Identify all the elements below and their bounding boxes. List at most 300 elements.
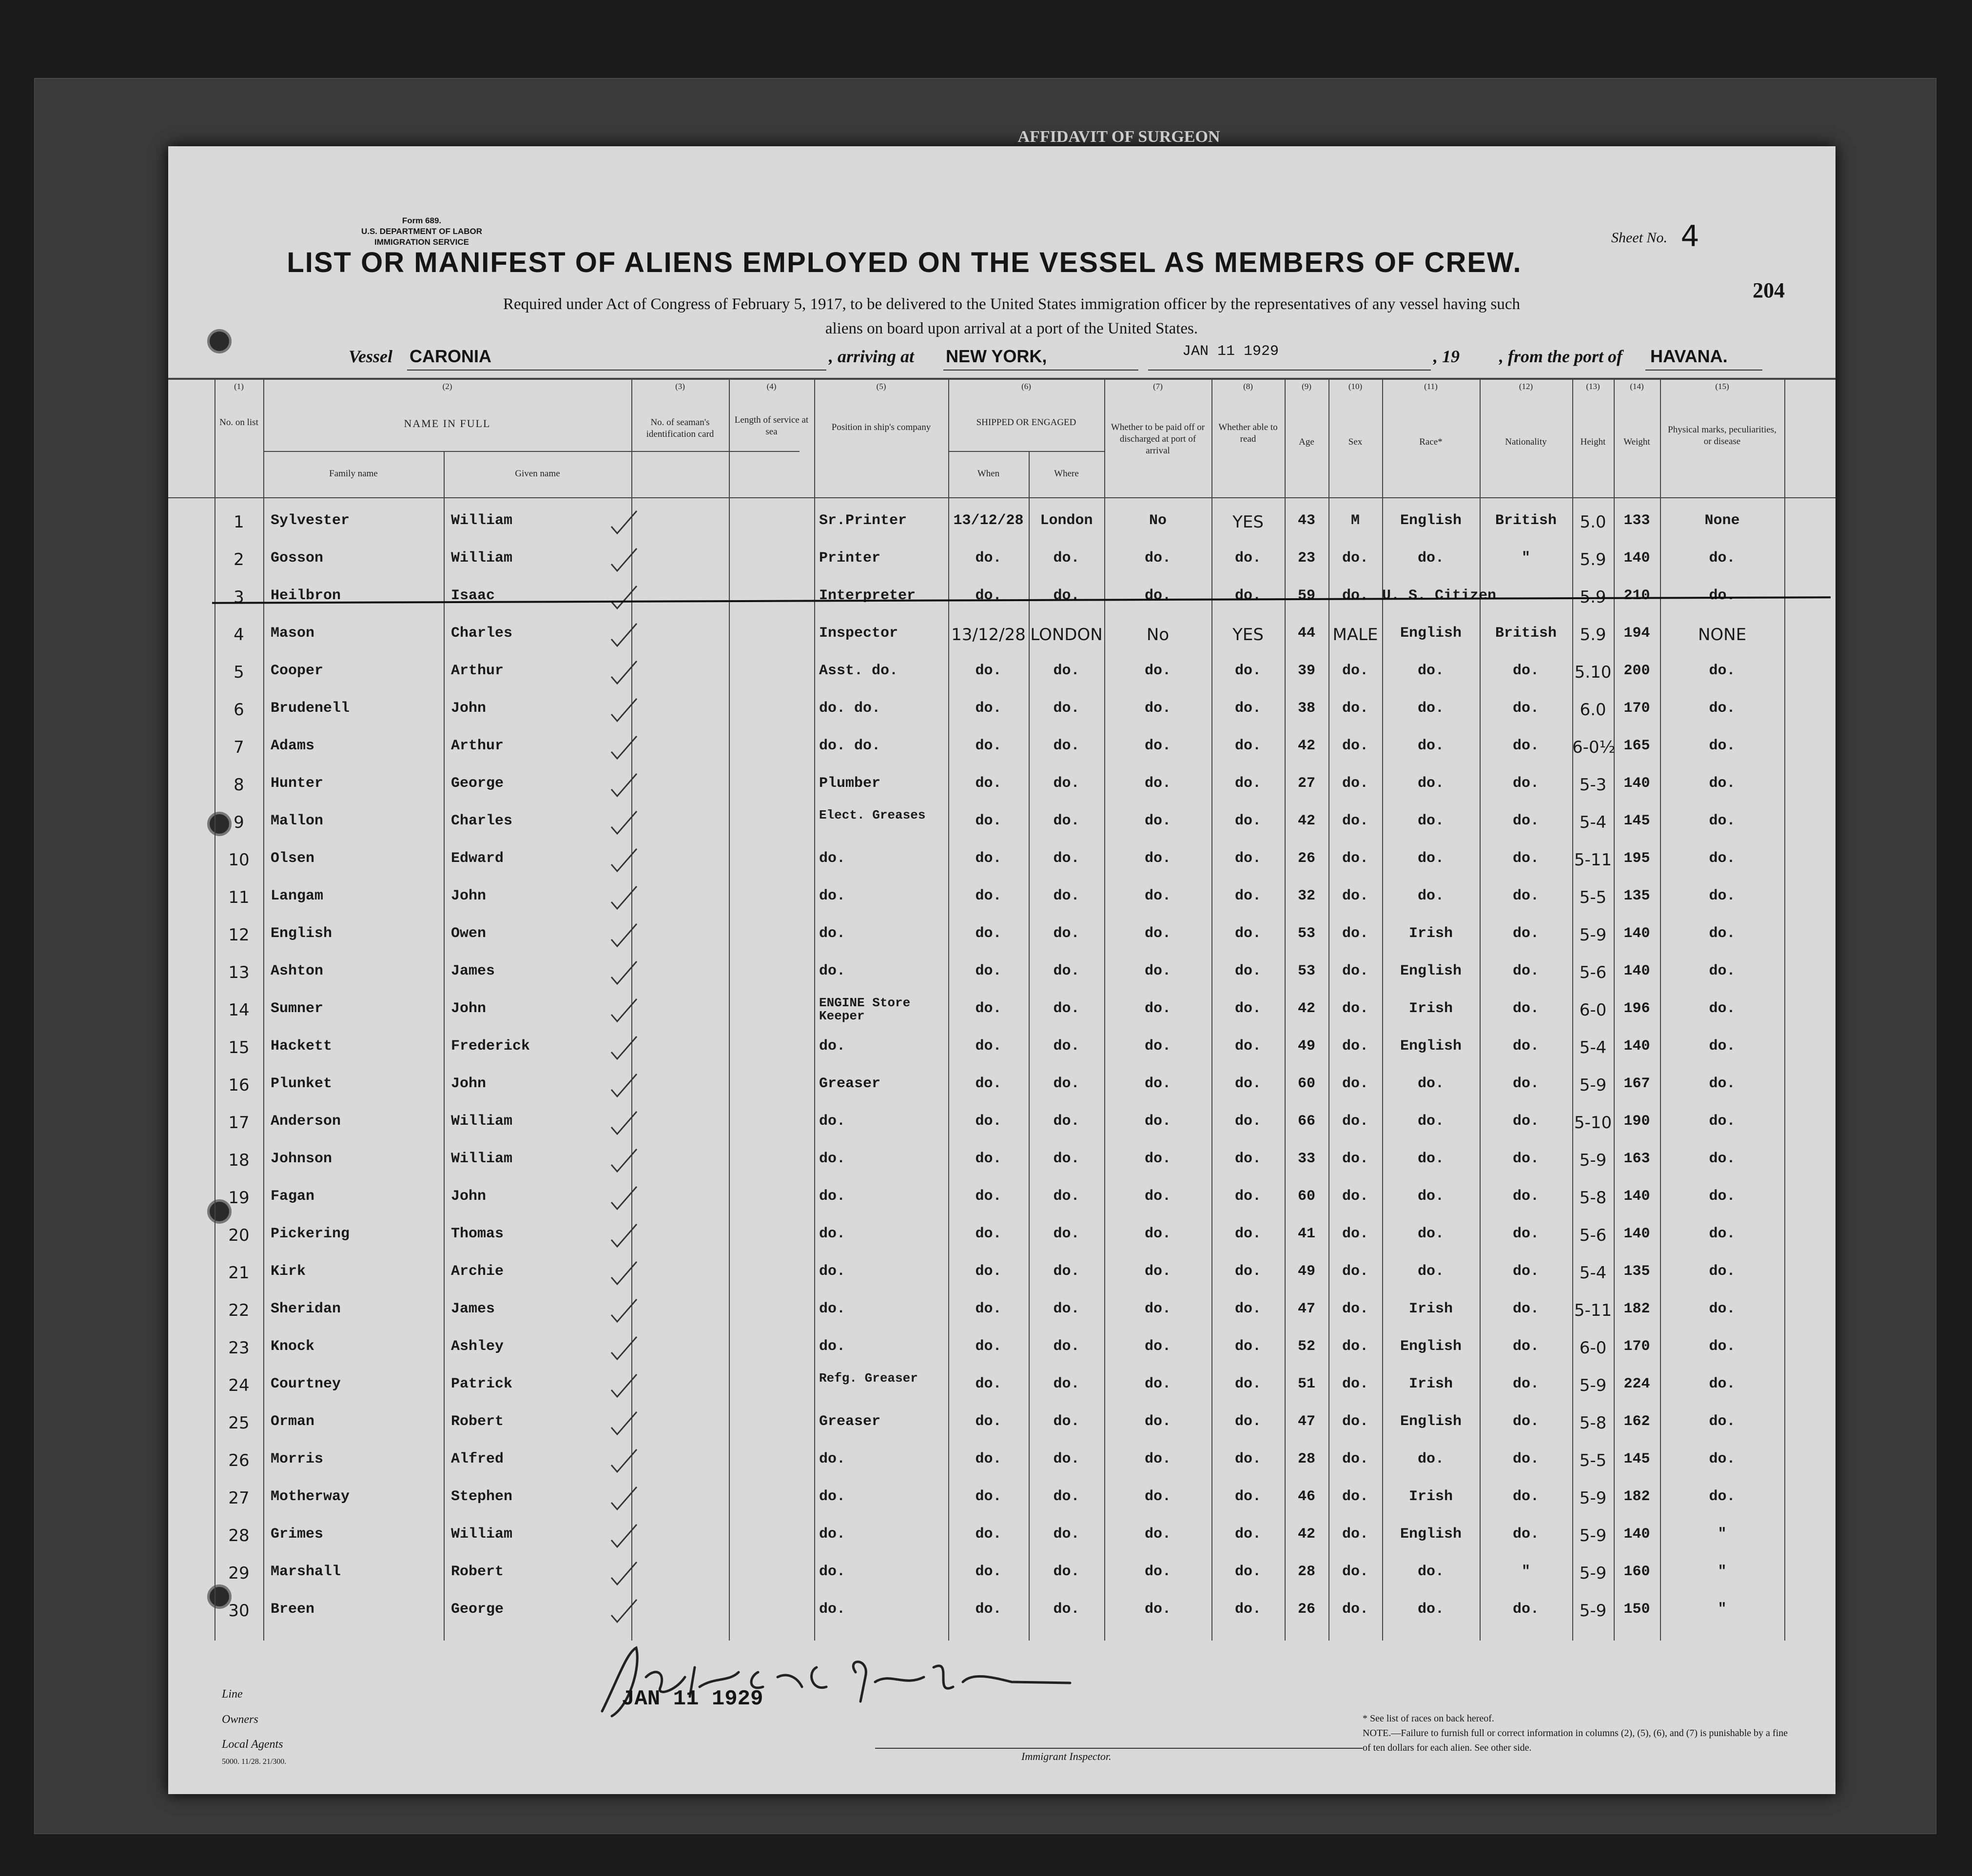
- cell-sex: do.: [1342, 1376, 1368, 1392]
- table-row: [168, 1181, 1835, 1219]
- cell-marks: do.: [1709, 963, 1736, 979]
- table-row: [168, 1256, 1835, 1294]
- table-row: [168, 994, 1835, 1031]
- cell-where: do.: [1053, 1075, 1080, 1092]
- table-row: [168, 1482, 1835, 1519]
- cell-read: YES: [1232, 512, 1264, 532]
- table-row: [168, 731, 1835, 768]
- checkmark-icon: [609, 846, 639, 875]
- cell-height: 5-9: [1579, 1376, 1607, 1395]
- table-row: [168, 768, 1835, 806]
- cell-age: 49: [1297, 1263, 1315, 1280]
- vessel-line: [349, 343, 1762, 375]
- col-name-in-full: NAME IN FULL: [404, 417, 491, 430]
- checkmark-icon: [609, 1071, 639, 1100]
- punch-hole: [207, 329, 232, 353]
- cell-paid: do.: [1144, 813, 1171, 829]
- cell-nat: do.: [1512, 1226, 1539, 1242]
- cell-where: do.: [1053, 1226, 1080, 1242]
- checkmark-icon: [609, 1334, 639, 1363]
- from-label: , from the port of: [1499, 347, 1623, 366]
- column-number: (5): [876, 382, 886, 391]
- arrival-date: JAN 11 1929: [1182, 343, 1279, 360]
- col-height: Height: [1580, 437, 1606, 447]
- cell-position: do.: [819, 1451, 846, 1467]
- col-position: Position in ship's company: [831, 422, 931, 432]
- column-number: (11): [1424, 382, 1438, 391]
- cell-paid: do.: [1144, 1075, 1171, 1092]
- cell-family: Sumner: [271, 1000, 324, 1017]
- cell-read: do.: [1234, 1413, 1261, 1430]
- cell-given: William: [451, 512, 513, 529]
- cell-race: English: [1400, 963, 1462, 979]
- cell-given: Robert: [451, 1563, 504, 1580]
- cell-age: 28: [1297, 1451, 1315, 1467]
- cell-weight: 200: [1623, 663, 1650, 679]
- sheet-number-label: Sheet No.: [1611, 230, 1667, 246]
- cell-paid: do.: [1144, 1563, 1171, 1580]
- cell-sex: do.: [1342, 663, 1368, 679]
- cell-family: Heilbron: [271, 587, 341, 604]
- cell-weight: 150: [1623, 1601, 1650, 1618]
- cell-paid: do.: [1144, 925, 1171, 942]
- cell-height: 5-8: [1579, 1413, 1607, 1433]
- cell-read: do.: [1234, 1488, 1261, 1505]
- crew-table: [168, 378, 1835, 1641]
- checkmark-icon: [609, 621, 639, 650]
- cell-weight: 135: [1623, 1263, 1650, 1280]
- cell-family: Cooper: [271, 663, 324, 679]
- cell-height: 6-0: [1579, 1338, 1607, 1358]
- table-row: [168, 1331, 1835, 1369]
- cell-nat: British: [1495, 512, 1557, 529]
- form-line: U.S. DEPARTMENT OF LABOR: [361, 227, 483, 236]
- table-row: [168, 806, 1835, 843]
- table-row: [168, 1557, 1835, 1594]
- cell-race: do.: [1417, 888, 1444, 904]
- cell-family: Adams: [271, 738, 315, 754]
- cell-given: Alfred: [451, 1451, 504, 1467]
- cell-weight: 165: [1623, 738, 1650, 754]
- cell-sex: do.: [1342, 813, 1368, 829]
- cell-where: do.: [1053, 1151, 1080, 1167]
- cell-when: do.: [975, 1338, 1002, 1355]
- cell-no: 1: [234, 512, 244, 532]
- cell-read: do.: [1234, 888, 1261, 904]
- cell-position: ENGINE Store Keeper: [819, 996, 911, 1024]
- cell-no: 13: [228, 963, 250, 982]
- cell-read: do.: [1234, 1376, 1261, 1392]
- cell-paid: do.: [1144, 1413, 1171, 1430]
- cell-family: Hunter: [271, 775, 324, 792]
- cell-when: do.: [975, 550, 1002, 567]
- cell-no: 17: [228, 1113, 250, 1133]
- table-row: [168, 1031, 1835, 1069]
- cell-where: do.: [1053, 700, 1080, 717]
- cell-family: Breen: [271, 1601, 315, 1618]
- subtitle-line: Required under Act of Congress of February 5, 1917, to be delivered to the United States immigration officer by the representatives of any vessel having such: [503, 295, 1521, 313]
- cell-where: do.: [1053, 1263, 1080, 1280]
- cell-position: do.: [819, 1113, 846, 1130]
- cell-read: do.: [1234, 587, 1261, 604]
- cell-family: Mason: [271, 625, 315, 642]
- cell-sex: do.: [1342, 1151, 1368, 1167]
- cell-weight: 140: [1623, 963, 1650, 979]
- cell-height: 6.0: [1580, 700, 1606, 720]
- cell-sex: do.: [1342, 1301, 1368, 1317]
- cell-race: do.: [1417, 1263, 1444, 1280]
- cell-height: 5-11: [1574, 1301, 1612, 1320]
- cell-marks: do.: [1709, 850, 1736, 867]
- cell-position: do.: [819, 1263, 846, 1280]
- cell-nat: do.: [1512, 700, 1539, 717]
- cell-marks: do.: [1709, 663, 1736, 679]
- cell-marks: do.: [1709, 1038, 1736, 1055]
- cell-given: William: [451, 1151, 513, 1167]
- cell-marks: do.: [1709, 1075, 1736, 1092]
- cell-height: 5-9: [1579, 1563, 1607, 1583]
- cell-read: do.: [1234, 1038, 1261, 1055]
- cell-when: do.: [975, 738, 1002, 754]
- cell-age: 47: [1297, 1413, 1315, 1430]
- cell-read: do.: [1234, 700, 1261, 717]
- cell-height: 5-9: [1579, 1488, 1607, 1508]
- cell-read: do.: [1234, 925, 1261, 942]
- cell-sex: do.: [1342, 925, 1368, 942]
- cell-read: do.: [1234, 550, 1261, 567]
- cell-family: Plunket: [271, 1075, 332, 1092]
- cell-family: Orman: [271, 1413, 315, 1430]
- cell-nat: do.: [1512, 1113, 1539, 1130]
- cell-race: do.: [1417, 1151, 1444, 1167]
- cell-no: 29: [228, 1563, 250, 1583]
- cell-sex: do.: [1342, 1526, 1368, 1543]
- cell-read: do.: [1234, 1451, 1261, 1467]
- cell-sex: do.: [1342, 1338, 1368, 1355]
- cell-age: 43: [1297, 512, 1315, 529]
- cell-nat: British: [1495, 625, 1557, 642]
- cell-marks: do.: [1709, 888, 1736, 904]
- cell-race: English: [1400, 512, 1462, 529]
- cell-marks: NONE: [1698, 625, 1747, 645]
- cell-when: do.: [975, 1263, 1002, 1280]
- col-race: Race*: [1419, 437, 1443, 447]
- cell-position: Elect. Greases: [819, 808, 926, 822]
- cell-sex: do.: [1342, 1000, 1368, 1017]
- checkmark-icon: [609, 1371, 639, 1401]
- cell-height: 5-4: [1579, 813, 1607, 832]
- col-weight: Weight: [1623, 437, 1650, 447]
- cell-read: do.: [1234, 1601, 1261, 1618]
- col-family-name: Family name: [329, 469, 378, 479]
- cell-height: 5-4: [1579, 1263, 1607, 1283]
- cell-when: do.: [975, 850, 1002, 867]
- cell-weight: 133: [1623, 512, 1650, 529]
- cell-race: English: [1400, 1413, 1462, 1430]
- signature-rule: [875, 1748, 1363, 1749]
- table-row: [168, 1444, 1835, 1482]
- cell-where: do.: [1053, 550, 1080, 567]
- cell-age: 23: [1297, 550, 1315, 567]
- underline: [943, 370, 1138, 371]
- cell-family: Brudenell: [271, 700, 350, 717]
- cell-nat: do.: [1512, 1263, 1539, 1280]
- cell-marks: ": [1718, 1526, 1727, 1543]
- checkmark-icon: [609, 1146, 639, 1175]
- table-row: [168, 1294, 1835, 1331]
- cell-given: George: [451, 775, 504, 792]
- cell-paid: do.: [1144, 1301, 1171, 1317]
- cell-position: do.: [819, 1488, 846, 1505]
- cell-family: Courtney: [271, 1376, 341, 1392]
- cell-sex: do.: [1342, 1188, 1368, 1205]
- cell-when: do.: [975, 700, 1002, 717]
- cell-where: do.: [1053, 663, 1080, 679]
- cell-race: do.: [1417, 1563, 1444, 1580]
- checkmark-icon: [609, 883, 639, 913]
- cell-paid: do.: [1144, 1376, 1171, 1392]
- column-number: (13): [1586, 382, 1600, 391]
- arrival-port: NEW YORK,: [946, 346, 1047, 366]
- col-shipped: SHIPPED OR ENGAGED: [976, 417, 1076, 428]
- cell-when: do.: [975, 1563, 1002, 1580]
- cell-where: LONDON: [1030, 625, 1103, 645]
- cell-family: Mallon: [271, 813, 324, 829]
- cell-position: Greaser: [819, 1075, 881, 1092]
- cell-weight: 140: [1623, 1526, 1650, 1543]
- checkmark-icon: [609, 921, 639, 950]
- cell-read: do.: [1234, 1188, 1261, 1205]
- cell-when: do.: [975, 587, 1002, 604]
- cell-where: do.: [1053, 1000, 1080, 1017]
- cell-position: Asst. do.: [819, 663, 898, 679]
- cell-paid: do.: [1144, 1526, 1171, 1543]
- checkmark-icon: [609, 1597, 639, 1626]
- col-age: Age: [1299, 437, 1314, 447]
- cell-weight: 170: [1623, 700, 1650, 717]
- cell-weight: 145: [1623, 813, 1650, 829]
- cell-age: 46: [1297, 1488, 1315, 1505]
- cell-sex: do.: [1342, 1563, 1368, 1580]
- underline: [1148, 370, 1431, 371]
- column-number: (8): [1243, 382, 1253, 391]
- cell-age: 38: [1297, 700, 1315, 717]
- cell-race: U. S. Citizen: [1382, 587, 1497, 604]
- cell-given: John: [451, 1075, 487, 1092]
- cell-family: Pickering: [271, 1226, 350, 1242]
- cell-no: 3: [234, 587, 244, 607]
- cell-age: 49: [1297, 1038, 1315, 1055]
- cell-when: do.: [975, 1376, 1002, 1392]
- cell-paid: do.: [1144, 1226, 1171, 1242]
- table-rule: [168, 497, 1835, 498]
- cell-marks: do.: [1709, 1000, 1736, 1017]
- cell-paid: do.: [1144, 1263, 1171, 1280]
- cell-when: do.: [975, 1526, 1002, 1543]
- cell-position: do. do.: [819, 738, 881, 754]
- cell-given: Arthur: [451, 663, 504, 679]
- cell-family: Grimes: [271, 1526, 324, 1543]
- cell-position: Greaser: [819, 1413, 881, 1430]
- cell-position: do.: [819, 1338, 846, 1355]
- cell-age: 27: [1297, 775, 1315, 792]
- table-row: [168, 1519, 1835, 1557]
- cell-where: do.: [1053, 888, 1080, 904]
- cell-height: 6-0½: [1572, 738, 1616, 757]
- cell-weight: 160: [1623, 1563, 1650, 1580]
- cell-given: Robert: [451, 1413, 504, 1430]
- cell-where: do.: [1053, 1488, 1080, 1505]
- cell-where: do.: [1053, 813, 1080, 829]
- checkmark-icon: [609, 996, 639, 1025]
- cell-read: do.: [1234, 850, 1261, 867]
- cell-marks: do.: [1709, 1263, 1736, 1280]
- column-number: (1): [234, 382, 244, 391]
- underline: [407, 370, 826, 371]
- cell-where: do.: [1053, 1413, 1080, 1430]
- cell-race: do.: [1417, 1075, 1444, 1092]
- cell-height: 5.9: [1580, 550, 1606, 569]
- cell-given: Stephen: [451, 1488, 513, 1505]
- cell-paid: do.: [1144, 1000, 1171, 1017]
- inspector-signature: [583, 1638, 1168, 1726]
- cell-age: 39: [1297, 663, 1315, 679]
- cell-weight: 194: [1623, 625, 1650, 642]
- cell-sex: M: [1350, 512, 1360, 529]
- form-id-block: [314, 215, 529, 248]
- cell-height: 5-9: [1579, 925, 1607, 945]
- date-stamp: JAN 11 1929: [622, 1687, 763, 1711]
- cell-height: 5-4: [1579, 1038, 1607, 1057]
- cell-nat: ": [1521, 550, 1530, 567]
- cell-height: 5.0: [1580, 512, 1606, 532]
- cell-height: 5-9: [1579, 1526, 1607, 1545]
- cell-age: 33: [1297, 1151, 1315, 1167]
- cell-marks: do.: [1709, 550, 1736, 567]
- table-rule: [168, 378, 1835, 380]
- cell-family: Morris: [271, 1451, 324, 1467]
- cell-race: do.: [1417, 738, 1444, 754]
- cell-position: Printer: [819, 550, 881, 567]
- cell-position: do.: [819, 1226, 846, 1242]
- cell-position: do.: [819, 888, 846, 904]
- cell-family: Gosson: [271, 550, 324, 567]
- affidavit-heading: AFFIDAVIT OF SURGEON: [1017, 128, 1220, 146]
- year-label: , 19: [1433, 347, 1460, 366]
- cell-family: Marshall: [271, 1563, 341, 1580]
- checkmark-icon: [609, 1559, 639, 1588]
- cell-sex: do.: [1342, 550, 1368, 567]
- cell-sex: do.: [1342, 1075, 1368, 1092]
- table-row: [168, 1219, 1835, 1256]
- cell-given: Charles: [451, 625, 513, 642]
- cell-no: 14: [228, 1000, 250, 1020]
- cell-no: 11: [228, 888, 250, 907]
- cell-no: 8: [234, 775, 244, 795]
- cell-read: do.: [1234, 1113, 1261, 1130]
- cell-position: do.: [819, 1563, 846, 1580]
- cell-family: Johnson: [271, 1151, 332, 1167]
- cell-no: 12: [228, 925, 250, 945]
- local-agents-label: Local Agents: [222, 1738, 283, 1751]
- cell-nat: do.: [1512, 1038, 1539, 1055]
- cell-when: do.: [975, 1226, 1002, 1242]
- cell-where: do.: [1053, 1113, 1080, 1130]
- cell-position: do. do.: [819, 700, 881, 717]
- table-rule: [948, 451, 1104, 452]
- cell-marks: do.: [1709, 1338, 1736, 1355]
- cell-age: 60: [1297, 1188, 1315, 1205]
- cell-nat: do.: [1512, 1188, 1539, 1205]
- cell-given: Owen: [451, 925, 487, 942]
- cell-sex: do.: [1342, 1451, 1368, 1467]
- cell-age: 60: [1297, 1075, 1315, 1092]
- checkmark-icon: [609, 546, 639, 575]
- cell-weight: 190: [1623, 1113, 1650, 1130]
- cell-no: 5: [234, 663, 244, 682]
- cell-no: 16: [228, 1075, 250, 1095]
- cell-family: Motherway: [271, 1488, 350, 1505]
- table-row: [168, 918, 1835, 956]
- cell-marks: do.: [1709, 1188, 1736, 1205]
- cell-paid: do.: [1144, 775, 1171, 792]
- checkmark-icon: [609, 771, 639, 800]
- table-row: [168, 881, 1835, 918]
- page-number: 204: [1753, 278, 1785, 302]
- cell-no: 6: [234, 700, 244, 720]
- cell-weight: 167: [1623, 1075, 1650, 1092]
- form-line: Form 689.: [402, 216, 442, 225]
- cell-nat: do.: [1512, 925, 1539, 942]
- cell-no: 25: [228, 1413, 250, 1433]
- column-number: (3): [675, 382, 685, 391]
- checkmark-icon: [609, 1409, 639, 1438]
- cell-race: do.: [1417, 1188, 1444, 1205]
- column-number: (7): [1153, 382, 1163, 391]
- cell-where: do.: [1053, 1376, 1080, 1392]
- vessel-label: Vessel: [349, 347, 392, 366]
- cell-when: do.: [975, 1038, 1002, 1055]
- cell-given: John: [451, 888, 487, 904]
- cell-where: do.: [1053, 775, 1080, 792]
- cell-marks: do.: [1709, 587, 1736, 604]
- cell-when: do.: [975, 1488, 1002, 1505]
- cell-race: do.: [1417, 1601, 1444, 1618]
- cell-where: do.: [1053, 1601, 1080, 1618]
- cell-where: do.: [1053, 963, 1080, 979]
- cell-paid: do.: [1144, 1151, 1171, 1167]
- cell-position: do.: [819, 1038, 846, 1055]
- cell-position: do.: [819, 1188, 846, 1205]
- cell-race: English: [1400, 1526, 1462, 1543]
- cell-given: George: [451, 1601, 504, 1618]
- table-row: [168, 1069, 1835, 1106]
- cell-sex: do.: [1342, 963, 1368, 979]
- table-row: [168, 956, 1835, 994]
- cell-marks: do.: [1709, 1301, 1736, 1317]
- cell-no: 18: [228, 1151, 250, 1170]
- cell-no: 2: [234, 550, 244, 569]
- table-row: [168, 1106, 1835, 1144]
- col-seaman-card: No. of seaman's identification card: [646, 417, 714, 439]
- cell-family: Olsen: [271, 850, 315, 867]
- cell-where: do.: [1053, 1038, 1080, 1055]
- cell-family: Sheridan: [271, 1301, 341, 1317]
- cell-race: do.: [1417, 775, 1444, 792]
- cell-race: English: [1400, 625, 1462, 642]
- cell-height: 5-5: [1579, 888, 1607, 907]
- cell-height: 5-5: [1579, 1451, 1607, 1470]
